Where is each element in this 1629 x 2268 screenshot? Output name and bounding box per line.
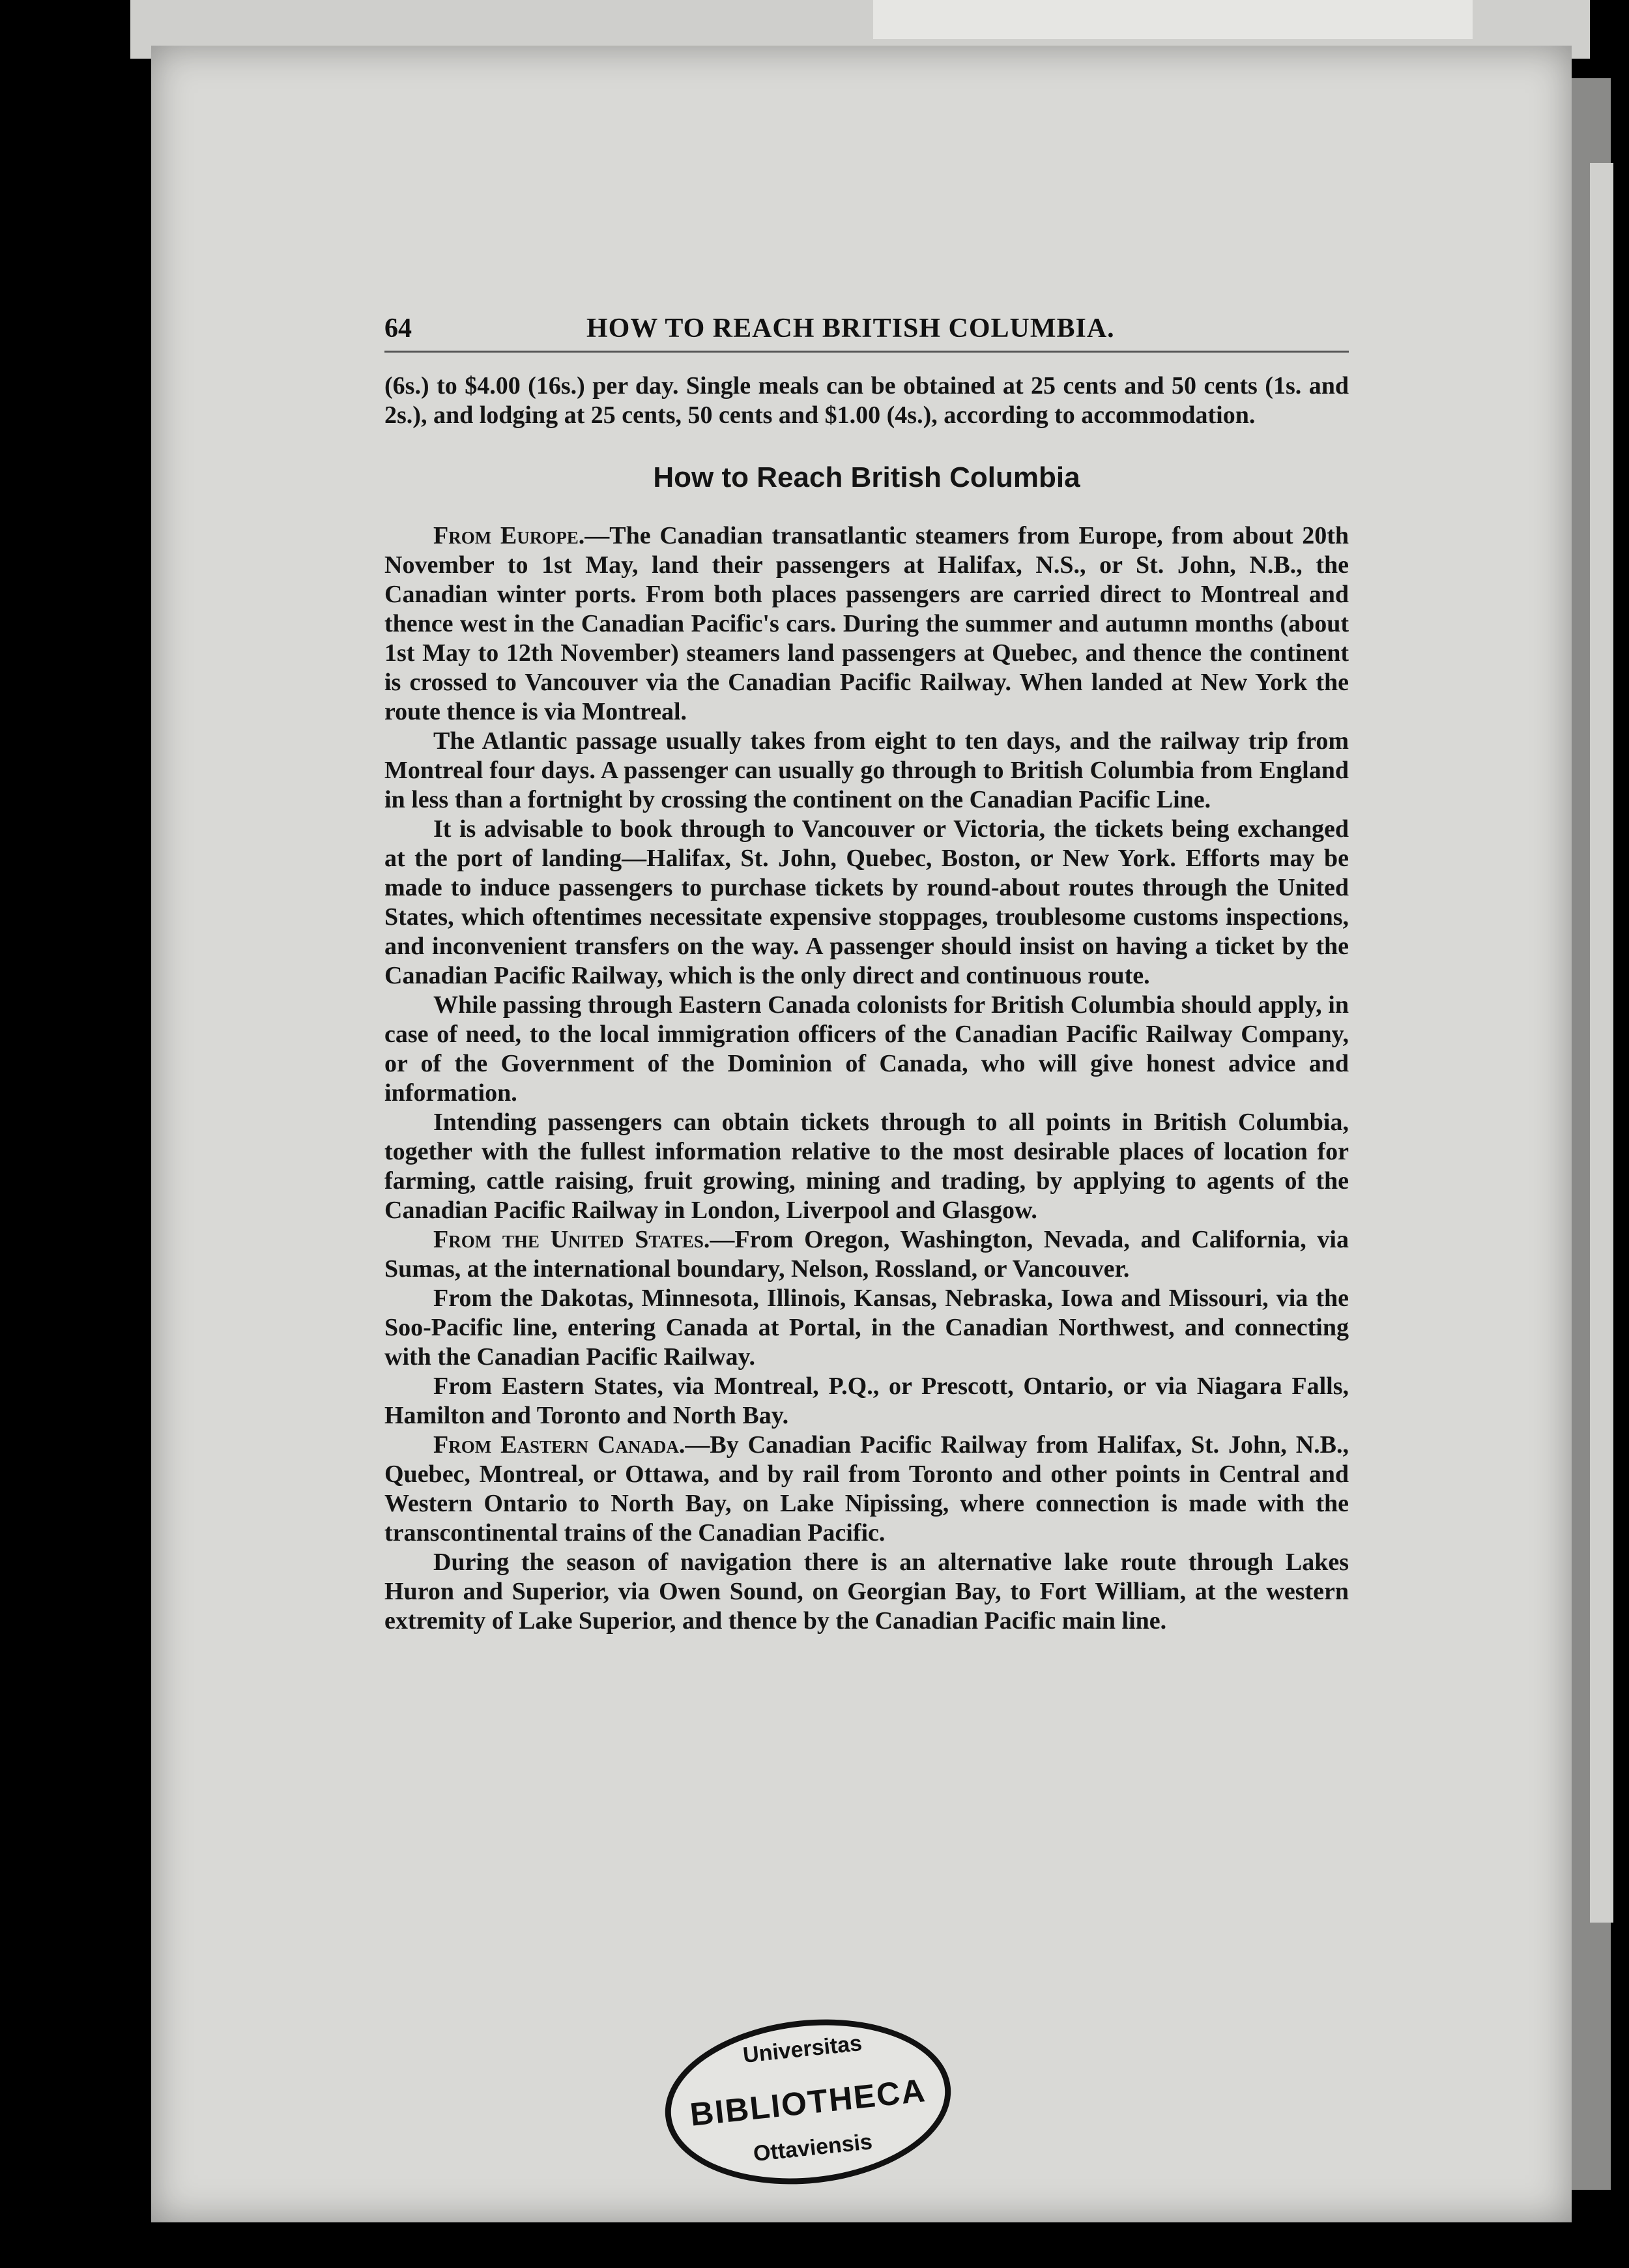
page-number: 64: [384, 313, 412, 343]
paragraph-dakotas: From the Dakotas, Minnesota, Illinois, Kansas, Nebraska, Iowa and Missouri, via the Soo-Pacific line, entering Canada at Portal, in the Canadian Northwest, and connecting with the Canadian Pacific Railway.: [384, 1285, 1349, 1371]
paragraph-eastern-canada-colonists: While passing through Eastern Canada colonists for British Columbia should apply, in case of need, to the local immigration officers of the Canadian Pacific Railway Company, or of the Government of the Dominion of Canada, who will give honest advice and information.: [384, 991, 1349, 1107]
running-title: HOW TO REACH BRITISH COLUMBIA.: [586, 313, 1115, 343]
stamp-line-3: Ottaviensis: [752, 2129, 874, 2167]
lead-from-united-states: From the United States.: [433, 1226, 710, 1253]
section-heading: How to Reach British Columbia: [653, 461, 1080, 493]
paragraph-text: —The Canadian transatlantic steamers from Europe, from about 20th November to 1st May, land their passengers at Halifax, N.S., or St. John, N.B., the Canadian winter ports. From both places passengers are carried direct to Montreal and thence west in the Canadian Pacific's cars. During the summer and autumn months (about 1st May to 12th November) steamers land passengers at Quebec, and thence the continent is crossed to Vancouver via the Canadian Pacific Railway. When landed at New York the route thence is via Montreal.: [384, 522, 1349, 725]
paragraph-intending-passengers: Intending passengers can obtain tickets through to all points in British Columbia, together with the fullest information relative to the most desirable places of location for farming, cattle raising, fruit growing, mining and trading, by applying to agents of the Canadian Pacific Railway in London, Liverpool and Glasgow.: [384, 1109, 1349, 1224]
header-rule: [384, 351, 1349, 353]
body-text: [384, 371, 1349, 1636]
paragraph-text: —From Oregon, Washington, Nevada, and California, via Sumas, at the international boundary, Nelson, Rossland, or Vancouver.: [384, 1226, 1349, 1283]
paragraph-continued: (6s.) to $4.00 (16s.) per day. Single meals can be obtained at 25 cents and 50 cents (1s. and 2s.), and lodging at 25 cents, 50 cents and $1.00 (4s.), according to accommodation.: [384, 372, 1349, 429]
stamp-line-2: BIBLIOTHECA: [688, 2072, 928, 2133]
paragraph-eastern-states: From Eastern States, via Montreal, P.Q., or Prescott, Ontario, or via Niagara Falls, Hamilton and Toronto and North Bay.: [384, 1373, 1349, 1429]
right-page-edge-light: [1590, 163, 1613, 1923]
paragraph-lake-route: During the season of navigation there is an alternative lake route through Lakes Huron and Superior, via Owen Sound, on Georgian Bay, to Fort William, at the western extremity of Lake Superior, and thence by the Canadian Pacific main line.: [384, 1548, 1349, 1635]
paragraph-from-united-states: [384, 1225, 1349, 1284]
lead-from-eastern-canada: From Eastern Canada.: [433, 1431, 685, 1459]
running-header: [384, 306, 1349, 352]
stamp-line-1: Universitas: [742, 2030, 863, 2068]
paragraph-atlantic-passage: The Atlantic passage usually takes from eight to ten days, and the railway trip from Montreal four days. A passenger can usually go through to British Columbia from England in less than a fortnight by crossing the continent on the Canadian Pacific Line.: [384, 727, 1349, 813]
lead-from-europe: From Europe.: [433, 522, 585, 549]
paragraph-text: —By Canadian Pacific Railway from Halifax, St. John, N.B., Quebec, Montreal, or Ottawa, and by rail from Toronto and other points in Central and Western Ontario to North Bay, on Lake Nipissing, where connection is made with the transcontinental trains of the Canadian Pacific.: [384, 1431, 1349, 1547]
top-page-edge: [873, 0, 1473, 39]
paragraph-from-eastern-canada: [384, 1431, 1349, 1548]
paragraph-from-europe: [384, 521, 1349, 727]
paragraph-advisable: It is advisable to book through to Vancouver or Victoria, the tickets being exchanged at the port of landing—Halifax, St. John, Quebec, Boston, or New York. Efforts may be made to induce passengers to purchase tickets by round-about routes through the United States, which oftentimes necessitate expensive stoppages, troublesome customs inspections, and inconvenient transfers on the way. A passenger should insist on having a ticket by the Canadian Pacific Railway, which is the only direct and continuous route.: [384, 815, 1349, 989]
